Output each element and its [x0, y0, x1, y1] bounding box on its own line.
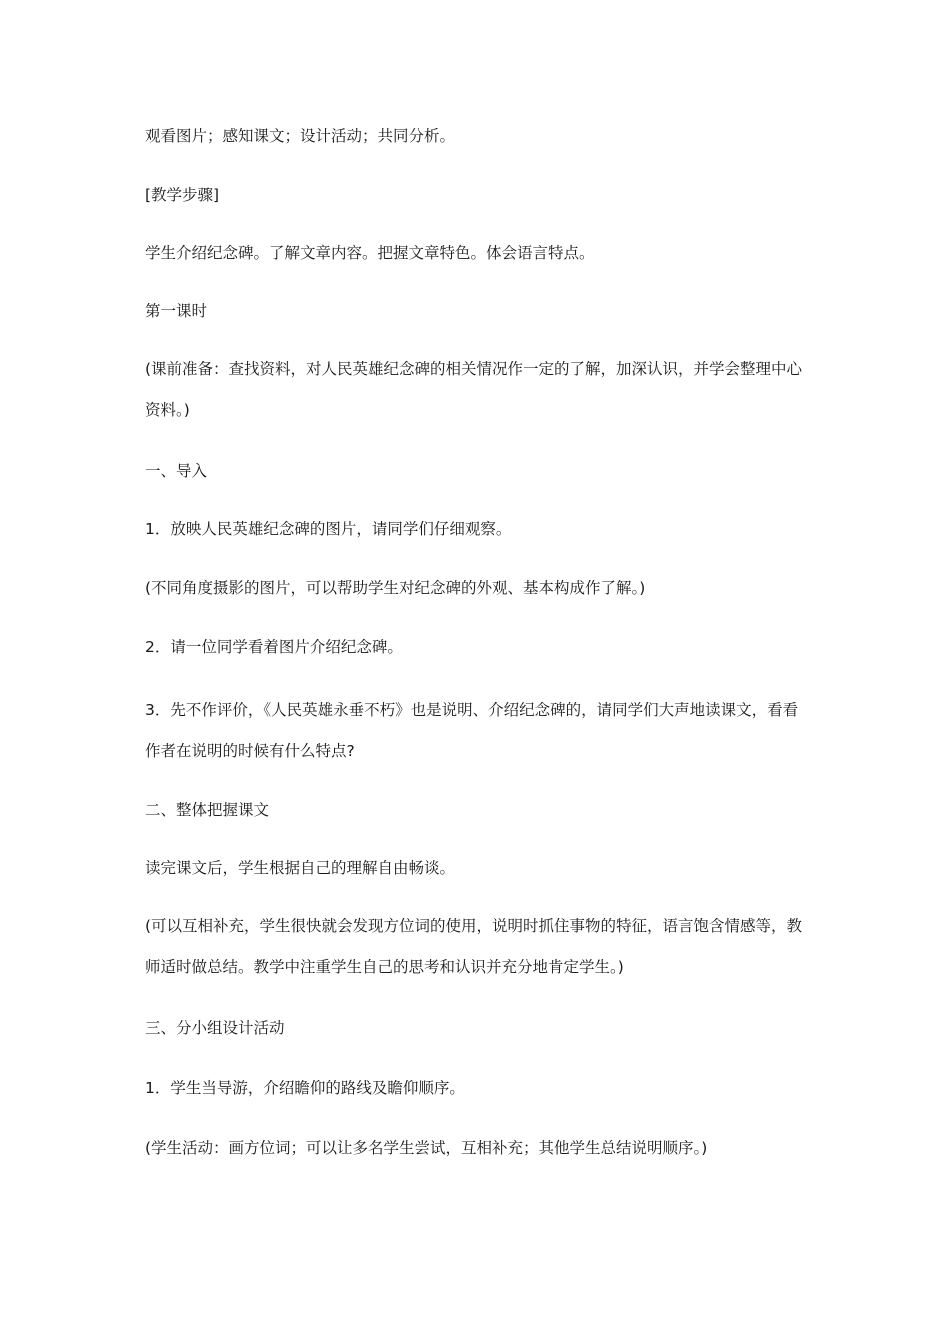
heading-first-lesson: 第一课时 — [145, 302, 208, 320]
paragraph-discussion-note: (可以互相补充，学生很快就会发现方位词的使用，说明时抓住事物的特征，语言饱含情感等，教师适时做总结。教学中注重学生自己的思考和认识并充分地肯定学生。) — [145, 917, 803, 976]
paragraph-activity-note: (学生活动：画方位词；可以让多名学生尝试，互相补充；其他学生总结说明顺序。) — [145, 1139, 708, 1157]
paragraph-preparation: (课前准备：查找资料，对人民英雄纪念碑的相关情况作一定的了解，加深认识，并学会整理中心资料。) — [145, 360, 803, 419]
heading-teaching-steps: [教学步骤] — [145, 186, 220, 204]
paragraph-photo-note: (不同角度摄影的图片，可以帮助学生对纪念碑的外观、基本构成作了解。) — [145, 579, 646, 597]
heading-overall-grasp: 二、整体把握课文 — [145, 801, 270, 819]
heading-introduction: 一、导入 — [145, 462, 208, 480]
list-item-3: 3．先不作评价，《人民英雄永垂不朽》也是说明、介绍纪念碑的，请同学们大声地读课文，看看作者在说明的时候有什么特点? — [145, 701, 799, 760]
paragraph-steps-summary: 学生介绍纪念碑。了解文章内容。把握文章特色。体会语言特点。 — [145, 244, 595, 262]
list-item-1: 1．放映人民英雄纪念碑的图片，请同学们仔细观察。 — [145, 520, 512, 538]
paragraph-methods: 观看图片；感知课文；设计活动；共同分析。 — [145, 127, 456, 145]
heading-group-activity: 三、分小组设计活动 — [145, 1019, 285, 1037]
paragraph-free-discussion: 读完课文后，学生根据自己的理解自由畅谈。 — [145, 859, 456, 877]
list-item-2: 2．请一位同学看着图片介绍纪念碑。 — [145, 638, 403, 656]
list-item-guide: 1．学生当导游，介绍瞻仰的路线及瞻仰顺序。 — [145, 1079, 465, 1097]
